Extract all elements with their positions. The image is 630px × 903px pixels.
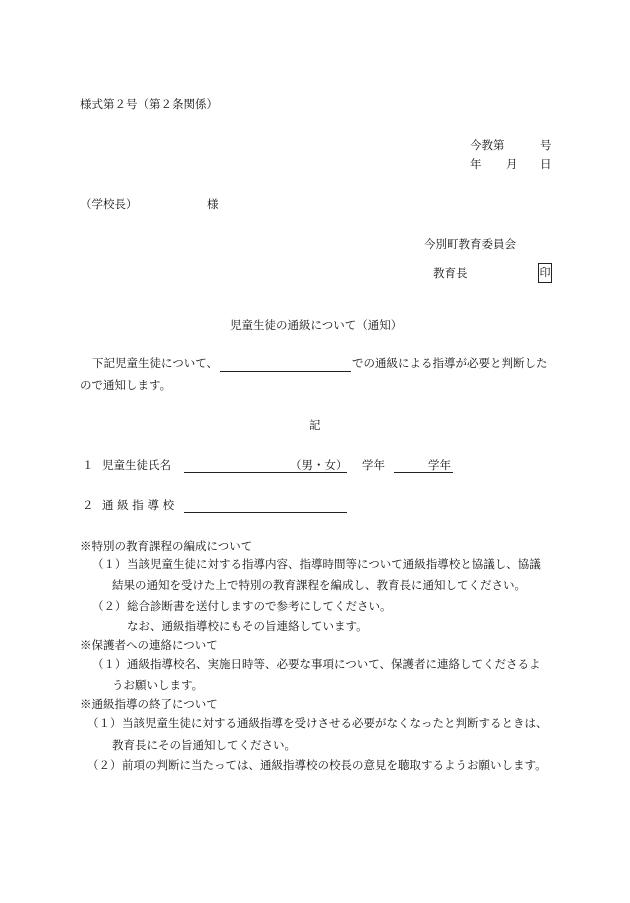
- date-year: 年: [470, 157, 482, 171]
- addressee-title: （学校長）: [80, 197, 138, 211]
- date-day: 日: [540, 157, 552, 171]
- addressee-honorific: 様: [207, 197, 219, 211]
- grade-label: 学年: [362, 458, 385, 472]
- note-1-1-number: （１）: [92, 557, 127, 571]
- note-1-2-number: （２）: [92, 599, 127, 613]
- note-1-2-line2: なお、通級指導校にもその旨連絡しています。: [127, 619, 368, 633]
- note-1-2-line1: 総合診断書を送付しますので参考にしてください。: [127, 599, 392, 613]
- item1-number: １: [82, 458, 94, 472]
- form-label: 様式第２号（第２条関係）: [80, 97, 218, 111]
- note-3-1-line2: 教育長にその旨通知してください。: [112, 738, 296, 752]
- note-1-1-line1: 当該児童生徒に対する指導内容、指導時間等について通級指導校と協議し、協議: [127, 557, 541, 571]
- body-text-part1: 下記児童生徒について、: [92, 356, 219, 370]
- student-name-blank: [184, 472, 347, 473]
- note-heading-guardian: ※保護者への連絡について: [80, 638, 218, 652]
- item2-label: 通 級 指 導 校: [102, 498, 175, 512]
- note-3-2-line1: 前項の判断に当たっては、通級指導校の校長の意見を聴取するようお願いします。: [122, 758, 547, 772]
- note-3-1-number: （１）: [87, 716, 122, 730]
- note-heading-curriculum: ※特別の教育課程の編成について: [80, 539, 253, 553]
- issuer-role: 教育長: [433, 266, 468, 280]
- gender-choice: （男・女）: [290, 458, 348, 472]
- document-title: 児童生徒の通級について（通知）: [230, 318, 403, 332]
- note-2-1-number: （１）: [92, 657, 127, 671]
- item2-number: ２: [82, 498, 94, 512]
- note-1-1-line2: 結果の通知を受けた上で特別の教育課程を編成し、教育長に通知してください。: [112, 578, 526, 592]
- body-text-part2: での通級による指導が必要と判断した: [352, 356, 548, 370]
- doc-number-suffix: 号: [540, 138, 552, 152]
- date-month: 月: [506, 157, 518, 171]
- grade-blank: [394, 472, 453, 473]
- note-2-1-line2: うお願いします。: [112, 678, 204, 692]
- note-3-2-number: （２）: [87, 758, 122, 772]
- issuer-org: 今別町教育委員会: [424, 237, 516, 251]
- grade-unit: 学年: [428, 458, 451, 472]
- ki-heading: 記: [309, 418, 321, 432]
- note-2-1-line1: 通級指導校名、実施日時等、必要な事項について、保護者に連絡してくださるよ: [127, 657, 541, 671]
- school-blank: [184, 512, 347, 513]
- note-3-1-line1: 当該児童生徒に対する通級指導を受けさせる必要がなくなったと判断するときは、: [122, 716, 548, 730]
- item1-label: 児童生徒氏名: [102, 458, 171, 472]
- body-text-part3: ので通知します。: [80, 378, 172, 392]
- school-name-blank: [220, 371, 351, 372]
- seal-box: 印: [538, 263, 552, 283]
- doc-number-prefix: 今教第: [470, 138, 505, 152]
- note-heading-termination: ※通級指導の終了について: [80, 697, 218, 711]
